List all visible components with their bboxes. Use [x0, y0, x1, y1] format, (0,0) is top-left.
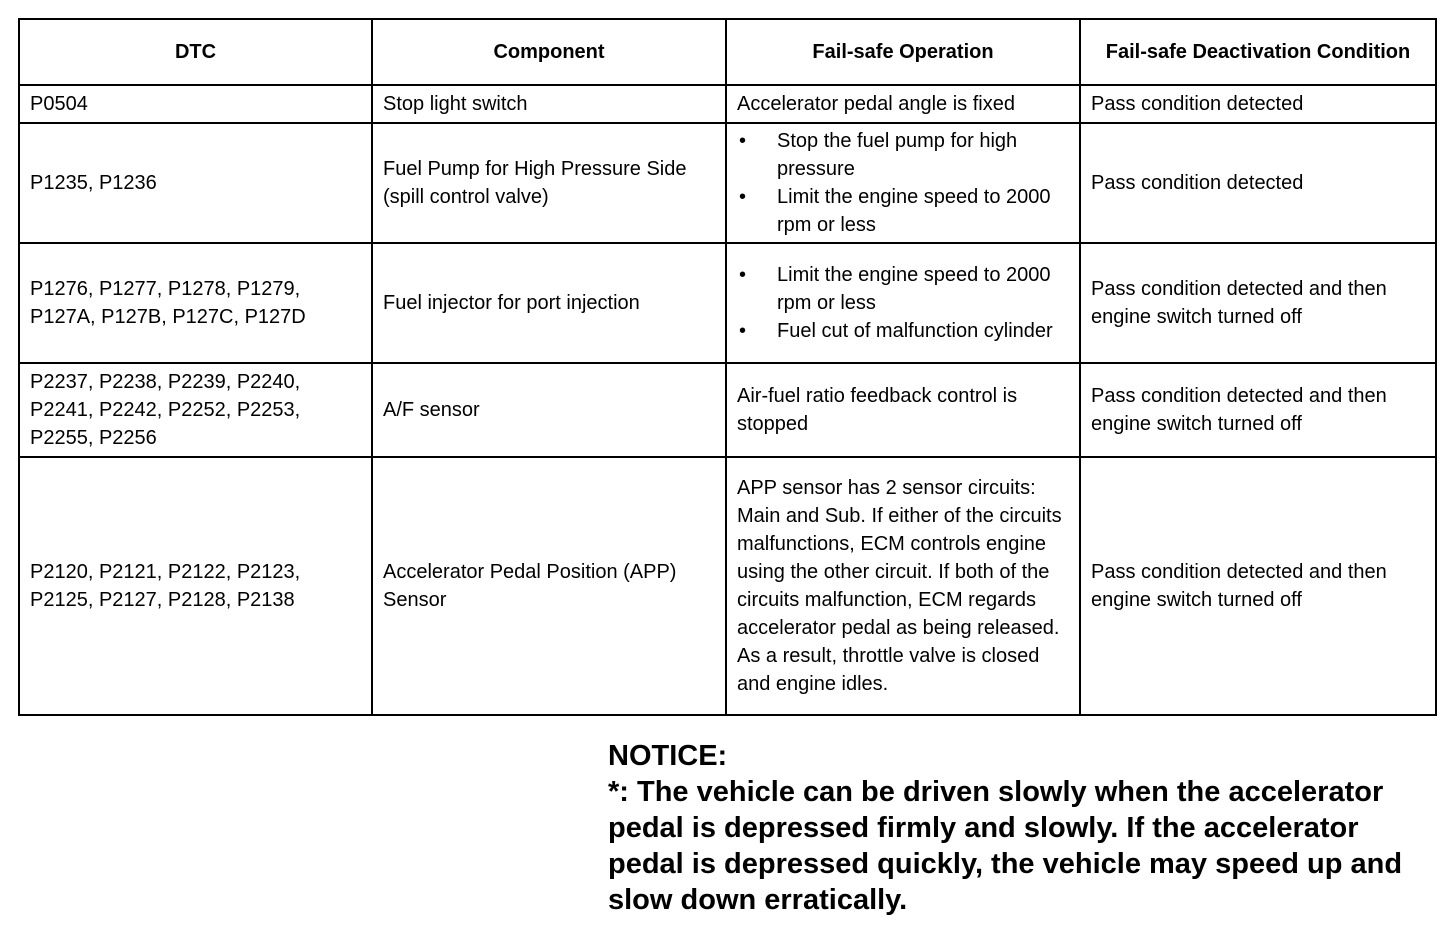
component-cell: Fuel injector for port injection: [372, 243, 726, 363]
operation-cell: [726, 243, 1080, 363]
operation-bullet-list: [737, 127, 1069, 239]
deactivation-cell: Pass condition detected and then engine switch turned off: [1080, 243, 1436, 363]
deactivation-cell: Pass condition detected and then engine switch turned off: [1080, 457, 1436, 715]
operation-bullet: • Limit the engine speed to 2000 rpm or less: [737, 183, 1069, 239]
deactivation-cell: Pass condition detected: [1080, 123, 1436, 243]
dtc-cell: P0504: [19, 85, 372, 123]
dtc-cell: P2237, P2238, P2239, P2240, P2241, P2242, P2252, P2253, P2255, P2256: [19, 363, 372, 457]
operation-bullet: • Fuel cut of malfunction cylinder: [737, 317, 1069, 345]
header-component: Component: [372, 19, 726, 85]
table-header-row: [19, 19, 1436, 85]
dtc-cell: P1235, P1236: [19, 123, 372, 243]
header-dtc: DTC: [19, 19, 372, 85]
table-row: [19, 243, 1436, 363]
operation-bullet: • Limit the engine speed to 2000 rpm or less: [737, 261, 1069, 317]
notice-block: [608, 738, 1438, 918]
operation-cell: APP sensor has 2 sensor circuits: Main and Sub. If either of the circuits malfunctions, ECM controls engine using the other circuit. If both of the circuits malfunction, ECM regards accelerator pedal as being released. As a result, throttle valve is closed and engine idles.: [726, 457, 1080, 715]
operation-bullet: • Stop the fuel pump for high pressure: [737, 127, 1069, 183]
component-cell: Accelerator Pedal Position (APP) Sensor: [372, 457, 726, 715]
notice-body: *: The vehicle can be driven slowly when the accelerator pedal is depressed firmly and slowly. If the accelerator pedal is depressed quickly, the vehicle may speed up and slow down erratically.: [608, 776, 1403, 916]
deactivation-cell: Pass condition detected and then engine switch turned off: [1080, 363, 1436, 457]
table-row: [19, 457, 1436, 715]
notice-title: NOTICE:: [608, 740, 728, 772]
component-cell: A/F sensor: [372, 363, 726, 457]
component-cell: Fuel Pump for High Pressure Side (spill control valve): [372, 123, 726, 243]
dtc-cell: P1276, P1277, P1278, P1279, P127A, P127B, P127C, P127D: [19, 243, 372, 363]
deactivation-cell: Pass condition detected: [1080, 85, 1436, 123]
operation-cell: [726, 123, 1080, 243]
table-row: [19, 363, 1436, 457]
header-deactivation: Fail-safe Deactivation Condition: [1080, 19, 1436, 85]
component-cell: Stop light switch: [372, 85, 726, 123]
table-row: [19, 85, 1436, 123]
table-row: [19, 123, 1436, 243]
operation-cell: Air-fuel ratio feedback control is stopped: [726, 363, 1080, 457]
header-operation: Fail-safe Operation: [726, 19, 1080, 85]
operation-bullet-list: [737, 261, 1069, 345]
fail-safe-table: [18, 18, 1437, 716]
operation-cell: Accelerator pedal angle is fixed: [726, 85, 1080, 123]
dtc-cell: P2120, P2121, P2122, P2123, P2125, P2127, P2128, P2138: [19, 457, 372, 715]
